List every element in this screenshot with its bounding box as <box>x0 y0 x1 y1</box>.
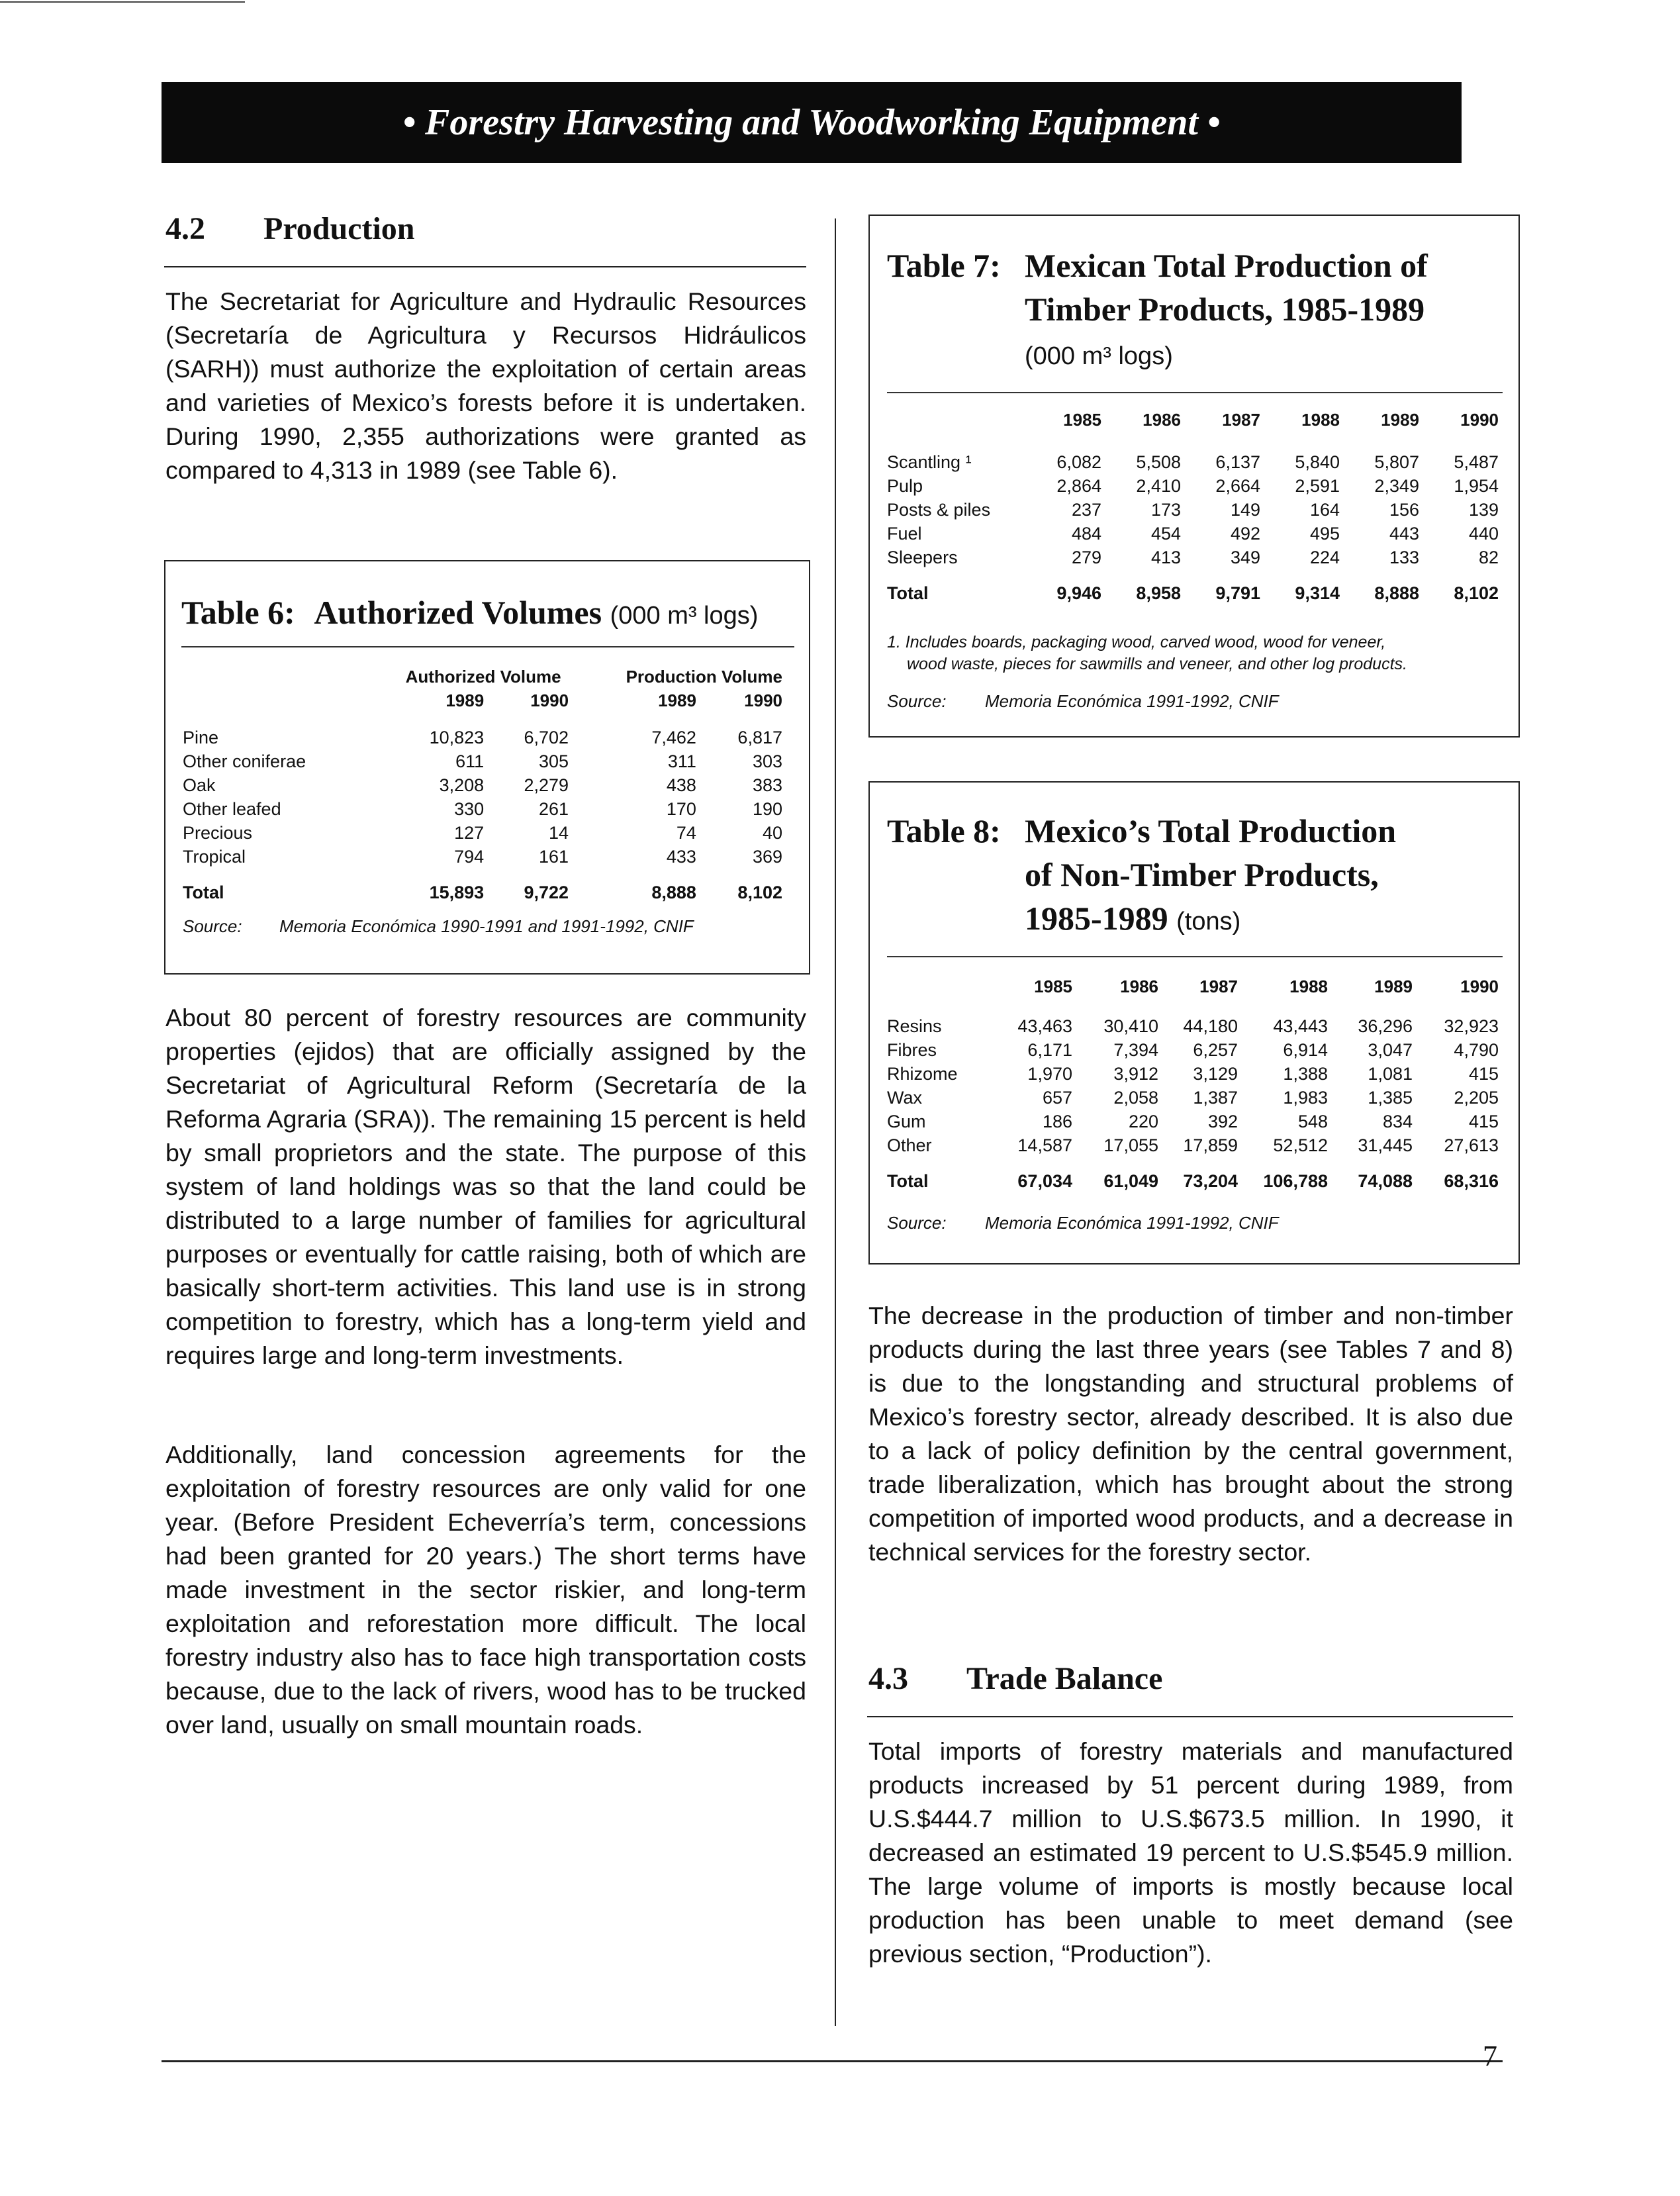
table-row <box>183 749 782 773</box>
table-cell: 1,081 <box>1368 1064 1413 1084</box>
column-header: 1988 <box>1301 410 1340 430</box>
table-cell: 2,279 <box>524 775 569 795</box>
table-cell: 17,859 <box>1183 1135 1238 1155</box>
table-cell: 303 <box>752 751 782 771</box>
table-6-title <box>181 591 758 638</box>
table-cell: 834 <box>1382 1112 1413 1131</box>
row-label: Oak <box>183 775 216 795</box>
row-label: Other leafed <box>183 799 281 819</box>
table-cell: 1,970 <box>1027 1064 1072 1084</box>
paragraph <box>165 1438 806 1742</box>
table-title-text: 1985-1989 <box>1025 900 1168 937</box>
table-cell: 9,314 <box>1295 583 1340 603</box>
table-cell: 170 <box>666 799 696 819</box>
table-cell: 484 <box>1071 524 1101 544</box>
table-cell: 3,912 <box>1113 1064 1158 1084</box>
table-7-title <box>887 244 1428 378</box>
table-cell: 492 <box>1230 524 1260 544</box>
table-cell: 392 <box>1207 1112 1238 1131</box>
table-cell: 14,587 <box>1017 1135 1072 1155</box>
source-text: Memoria Económica 1990-1991 and 1991-1992, CNIF <box>279 916 694 936</box>
table-cell: 10,823 <box>429 728 485 747</box>
table-header-row <box>887 408 1499 432</box>
table-cell: 149 <box>1230 500 1260 520</box>
table-row <box>183 821 782 845</box>
table-header-row <box>887 975 1499 998</box>
table-cell: 415 <box>1468 1112 1499 1131</box>
table-cell: 52,512 <box>1273 1135 1328 1155</box>
table-cell: 61,049 <box>1103 1171 1158 1191</box>
column-header: 1990 <box>744 691 782 710</box>
table-cell: 3,129 <box>1193 1064 1238 1084</box>
table-cell: 14 <box>548 823 569 843</box>
paragraph-text: About 80 percent of forestry resources are community properties (ejidos) that are officially assigned by the Secretariat of Agricultural Reform (Secretaría de la Reforma Agraria (SRA)). The remaining 15 percent is held by small proprietors and the state. The purpose of this system of land holdings was so that the land could be distributed to a large number of families for agricultural purposes or eventually for cattle raising, both of which are basically short-term activities. This land use is in strong competition to forestry, which has a long-term yield and requires large and long-term investments. <box>165 1004 806 1369</box>
table-7-box <box>868 215 1520 738</box>
table-cell: 1,388 <box>1283 1064 1328 1084</box>
table-total-row <box>183 869 782 904</box>
table-cell: 161 <box>538 847 569 867</box>
paragraph-text: The Secretariat for Agriculture and Hydraulic Resources (Secretaría de Agricultura y Recursos Hidráulicos (SARH)) must authorize the exploitation of certain areas and varieties of Mexico’s forests before it is undertaken. During 1990, 2,355 authorizations were granted as compared to 4,313 in 1989 (see Table 6). <box>165 287 806 484</box>
table-cell: 495 <box>1309 524 1340 544</box>
table-row <box>887 522 1499 546</box>
row-label: Fibres <box>887 1040 937 1060</box>
source-label: Source: <box>887 1213 947 1233</box>
section-number: 4.2 <box>165 211 205 246</box>
paragraph <box>165 1001 806 1372</box>
column-header: 1990 <box>530 691 569 710</box>
table-cell: 9,722 <box>524 883 569 902</box>
table-cell: 220 <box>1128 1112 1158 1131</box>
section-title: Trade Balance <box>966 1661 1163 1696</box>
table-cell: 9,791 <box>1215 583 1260 603</box>
table-6-grid <box>183 665 782 904</box>
table-cell: 8,888 <box>651 883 696 902</box>
table-cell: 44,180 <box>1183 1016 1238 1036</box>
footer-rule <box>162 2060 1503 2062</box>
row-label: Resins <box>887 1016 942 1036</box>
table-8-box <box>868 781 1520 1265</box>
table-row <box>887 1038 1499 1062</box>
table-cell: 438 <box>666 775 696 795</box>
table-cell: 1,385 <box>1368 1088 1413 1108</box>
column-header: 1989 <box>445 691 485 710</box>
paragraph <box>868 1735 1513 1971</box>
section-4-2-heading <box>165 211 414 247</box>
column-header: 1987 <box>1222 410 1260 430</box>
table-cell: 5,807 <box>1374 452 1419 472</box>
table-cell: 9,946 <box>1056 583 1101 603</box>
table-rule <box>887 956 1503 957</box>
table-cell: 2,349 <box>1374 476 1419 496</box>
table-cell: 6,082 <box>1056 452 1101 472</box>
table-row <box>183 726 782 749</box>
table-cell: 433 <box>666 847 696 867</box>
table-cell: 30,410 <box>1103 1016 1158 1036</box>
table-cell: 32,923 <box>1444 1016 1499 1036</box>
source-label: Source: <box>183 916 242 936</box>
table-row <box>887 1062 1499 1086</box>
table-cell: 7,462 <box>651 728 696 747</box>
table-row <box>183 773 782 797</box>
table-row <box>887 1133 1499 1157</box>
table-footnote <box>887 632 1509 675</box>
paragraph-text: Additionally, land concession agreements for the exploitation of forestry resources are only valid for one year. (Before President Echeverría’s term, concessions had been granted for 20 years.) The short terms have made investment in the sector riskier, and long-term exploitation and reforestation more difficult. The local forestry industry also has to face high transportation costs because, due to the lack of rivers, wood has to be trucked over land, usually on small mountain roads. <box>165 1441 806 1739</box>
row-label: Other <box>887 1135 932 1155</box>
table-cell: 794 <box>454 847 485 867</box>
table-row <box>887 1110 1499 1133</box>
row-label: Posts & piles <box>887 500 991 520</box>
table-cell: 68,316 <box>1444 1171 1499 1191</box>
table-row <box>183 845 782 869</box>
table-header-row <box>183 689 782 712</box>
column-group: Authorized Volume <box>405 667 561 687</box>
column-header: 1986 <box>1120 977 1158 996</box>
table-rule <box>887 392 1503 393</box>
row-label: Wax <box>887 1088 922 1108</box>
table-cell: 186 <box>1042 1112 1072 1131</box>
table-cell: 349 <box>1230 548 1260 567</box>
table-source <box>887 1213 1279 1233</box>
table-cell: 415 <box>1468 1064 1499 1084</box>
row-label: Other coniferae <box>183 751 306 771</box>
table-cell: 31,445 <box>1358 1135 1413 1155</box>
running-header-title: • Forestry Harvesting and Woodworking Equipment • <box>402 102 1221 143</box>
row-label: Gum <box>887 1112 926 1131</box>
table-cell: 6,914 <box>1283 1040 1328 1060</box>
table-cell: 237 <box>1071 500 1101 520</box>
paragraph-text: The decrease in the production of timber and non-timber products during the last three years (see Tables 7 and 8) is due to the longstanding and structural problems of Mexico’s forestry sector, already described. It is also due to a lack of policy definition by the central government, trade liberalization, which has brought about the strong competition of imported wood products, and a decrease in technical services for the forestry sector. <box>868 1302 1513 1566</box>
table-cell: 8,102 <box>1454 583 1499 603</box>
table-cell: 261 <box>538 799 569 819</box>
table-group-header <box>183 665 782 689</box>
column-header: 1987 <box>1199 977 1238 996</box>
page-number: 7 <box>1483 2040 1497 2072</box>
footnote-line: 1. Includes boards, packaging wood, carved wood, wood for veneer, <box>887 633 1386 651</box>
table-cell: 133 <box>1389 548 1419 567</box>
table-cell: 43,443 <box>1273 1016 1328 1036</box>
table-cell: 43,463 <box>1017 1016 1072 1036</box>
row-label: Fuel <box>887 524 922 544</box>
table-label: Table 8: <box>887 812 1001 849</box>
table-8-title <box>887 809 1396 943</box>
table-cell: 8,888 <box>1374 583 1419 603</box>
table-cell: 440 <box>1468 524 1499 544</box>
table-cell: 106,788 <box>1263 1171 1328 1191</box>
column-group: Production Volume <box>626 667 782 687</box>
table-row <box>887 546 1499 569</box>
table-cell: 413 <box>1150 548 1181 567</box>
table-title-text: Mexico’s Total Production <box>1025 812 1397 849</box>
table-cell: 305 <box>538 751 569 771</box>
table-cell: 7,394 <box>1113 1040 1158 1060</box>
table-cell: 311 <box>667 751 696 771</box>
table-total-row <box>887 569 1499 605</box>
table-row <box>887 474 1499 498</box>
column-divider <box>835 218 836 2026</box>
table-8-grid <box>887 975 1499 1193</box>
table-label: Table 7: <box>887 247 1001 284</box>
table-row <box>887 498 1499 522</box>
table-cell: 5,487 <box>1454 452 1499 472</box>
table-7-grid <box>887 408 1499 605</box>
table-title-text: Timber Products, 1985-1989 <box>1025 291 1425 328</box>
table-cell: 36,296 <box>1358 1016 1413 1036</box>
table-row <box>887 1014 1499 1038</box>
table-title-text: Mexican Total Production of <box>1025 247 1428 284</box>
table-cell: 173 <box>1150 500 1181 520</box>
table-cell: 127 <box>454 823 485 843</box>
table-source <box>183 916 694 937</box>
table-cell: 156 <box>1389 500 1419 520</box>
table-cell: 164 <box>1309 500 1340 520</box>
table-cell: 454 <box>1150 524 1181 544</box>
column-header: 1988 <box>1289 977 1328 996</box>
table-cell: 3,208 <box>439 775 485 795</box>
row-label: Total <box>887 583 929 603</box>
table-cell: 1,983 <box>1283 1088 1328 1108</box>
table-cell: 2,058 <box>1113 1088 1158 1108</box>
table-source <box>887 691 1279 712</box>
source-text: Memoria Económica 1991-1992, CNIF <box>985 1213 1279 1233</box>
paragraph-text: Total imports of forestry materials and manufactured products increased by 51 percent during 1989, from U.S.$444.7 million to U.S.$673.5 million. In 1990, it decreased an estimated 19 percent to U.S.$545.9 million. The large volume of imports is mostly because local production has been unable to meet demand (see previous section, “Production”). <box>868 1737 1513 1968</box>
table-cell: 6,817 <box>737 728 782 747</box>
column-header: 1990 <box>1460 977 1499 996</box>
table-label: Table 6: <box>181 594 295 631</box>
top-edge-rule <box>0 1 245 3</box>
table-cell: 6,257 <box>1193 1040 1238 1060</box>
table-cell: 443 <box>1389 524 1419 544</box>
table-cell: 6,702 <box>524 728 569 747</box>
table-cell: 1,954 <box>1454 476 1499 496</box>
table-cell: 2,864 <box>1056 476 1101 496</box>
column-header: 1986 <box>1143 410 1181 430</box>
section-rule <box>164 266 806 267</box>
column-header: 1989 <box>658 691 696 710</box>
column-header: 1989 <box>1381 410 1419 430</box>
section-number: 4.3 <box>868 1661 908 1696</box>
row-label: Tropical <box>183 847 246 867</box>
table-cell: 279 <box>1071 548 1101 567</box>
table-cell: 2,591 <box>1295 476 1340 496</box>
table-cell: 2,410 <box>1136 476 1181 496</box>
table-rule <box>181 646 794 647</box>
section-4-3-heading <box>868 1660 1162 1697</box>
row-label: Pulp <box>887 476 923 496</box>
table-cell: 330 <box>454 799 485 819</box>
source-text: Memoria Económica 1991-1992, CNIF <box>985 691 1279 711</box>
table-cell: 8,102 <box>737 883 782 902</box>
table-cell: 2,664 <box>1215 476 1260 496</box>
row-label: Scantling ¹ <box>887 452 972 472</box>
table-title-text: of Non-Timber Products, <box>1025 856 1379 893</box>
source-label: Source: <box>887 691 947 711</box>
table-row <box>183 797 782 821</box>
table-cell: 611 <box>455 751 485 771</box>
row-label: Pine <box>183 728 219 747</box>
row-label: Total <box>183 883 224 902</box>
table-cell: 5,508 <box>1136 452 1181 472</box>
footnote-line: wood waste, pieces for sawmills and veneer, and other log products. <box>907 655 1407 673</box>
table-cell: 82 <box>1478 548 1499 567</box>
section-rule <box>867 1716 1513 1717</box>
running-header <box>162 82 1462 163</box>
table-cell: 657 <box>1042 1088 1072 1108</box>
table-cell: 8,958 <box>1136 583 1181 603</box>
row-label: Sleepers <box>887 548 958 567</box>
table-row <box>887 450 1499 474</box>
table-row <box>887 1086 1499 1110</box>
paragraph <box>165 285 806 487</box>
column-header: 1985 <box>1063 410 1101 430</box>
table-cell: 74,088 <box>1358 1171 1413 1191</box>
table-cell: 383 <box>752 775 782 795</box>
table-unit: (000 m³ logs) <box>610 602 759 630</box>
column-header: 1989 <box>1374 977 1413 996</box>
paragraph <box>868 1299 1513 1569</box>
table-6-box <box>164 560 810 975</box>
table-unit: (tons) <box>1176 908 1241 935</box>
table-cell: 27,613 <box>1444 1135 1499 1155</box>
table-cell: 74 <box>676 823 696 843</box>
table-cell: 1,387 <box>1193 1088 1238 1108</box>
table-cell: 548 <box>1297 1112 1328 1131</box>
column-header: 1990 <box>1460 410 1499 430</box>
table-cell: 40 <box>762 823 782 843</box>
table-cell: 139 <box>1468 500 1499 520</box>
table-cell: 73,204 <box>1183 1171 1238 1191</box>
row-label: Total <box>887 1171 929 1191</box>
table-cell: 369 <box>752 847 782 867</box>
table-cell: 17,055 <box>1103 1135 1158 1155</box>
table-cell: 224 <box>1309 548 1340 567</box>
table-cell: 3,047 <box>1368 1040 1413 1060</box>
table-cell: 6,137 <box>1215 452 1260 472</box>
table-cell: 4,790 <box>1454 1040 1499 1060</box>
table-cell: 2,205 <box>1454 1088 1499 1108</box>
row-label: Precious <box>183 823 253 843</box>
row-label: Rhizome <box>887 1064 958 1084</box>
section-title: Production <box>263 211 415 246</box>
table-cell: 67,034 <box>1017 1171 1072 1191</box>
table-cell: 5,840 <box>1295 452 1340 472</box>
table-total-row <box>887 1157 1499 1193</box>
table-cell: 15,893 <box>429 883 485 902</box>
table-cell: 190 <box>752 799 782 819</box>
table-unit: (000 m³ logs) <box>1025 342 1173 370</box>
table-cell: 6,171 <box>1027 1040 1072 1060</box>
table-title-text: Authorized Volumes <box>314 594 602 631</box>
column-header: 1985 <box>1034 977 1072 996</box>
